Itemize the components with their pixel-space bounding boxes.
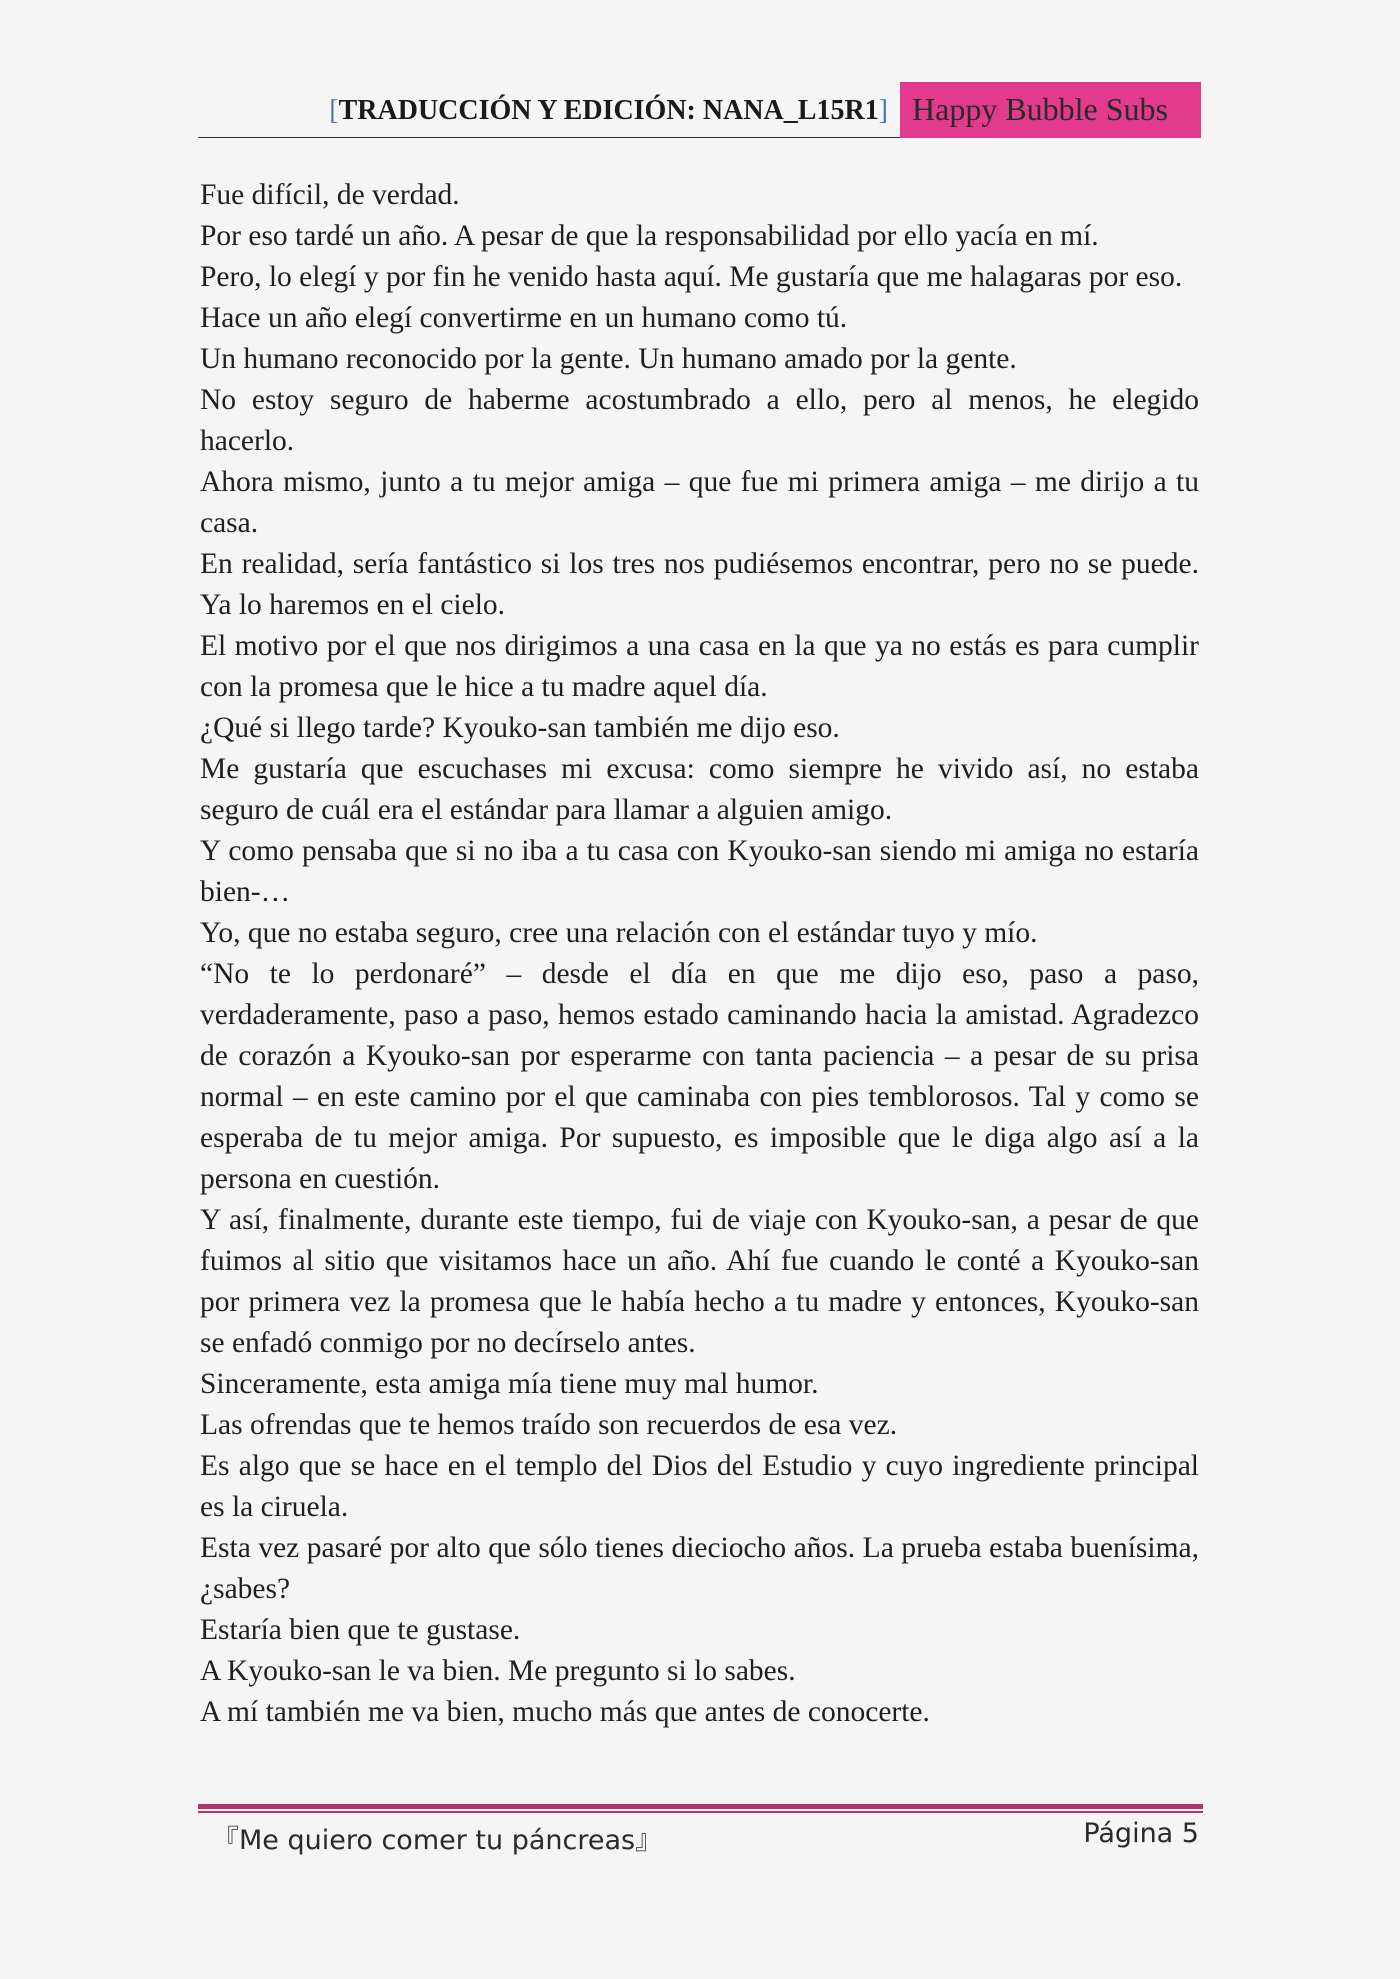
paragraph: Sinceramente, esta amiga mía tiene muy mal humor. [200, 1368, 819, 1400]
paragraph: Me gustaría que escuchases mi excusa: como siempre he vivido así, no estaba seguro de cuál era el estándar para llamar a alguien amigo. [200, 753, 1199, 826]
paragraph: Un humano reconocido por la gente. Un humano amado por la gente. [200, 343, 1017, 375]
paragraph: A mí también me va bien, mucho más que antes de conocerte. [200, 1696, 930, 1728]
header-close-bracket: ] [878, 95, 888, 126]
paragraph: Por eso tardé un año. A pesar de que la responsabilidad por ello yacía en mí. [200, 220, 1099, 252]
paragraph: No estoy seguro de haberme acostumbrado a ello, pero al menos, he elegido hacerlo. [200, 384, 1199, 457]
body-text [200, 175, 1199, 1733]
header-title [329, 95, 888, 127]
header-brand-box [900, 82, 1201, 138]
paragraph: Y como pensaba que si no iba a tu casa con Kyouko-san siendo mi amiga no estaría bien-… [200, 835, 1199, 908]
header-brand: Happy Bubble Subs [912, 91, 1168, 127]
paragraph: Pero, lo elegí y por fin he venido hasta aquí. Me gustaría que me halagaras por eso. [200, 261, 1183, 293]
paragraph: Esta vez pasaré por alto que sólo tienes dieciocho años. La prueba estaba buenísima, ¿sabes? [200, 1532, 1199, 1605]
paragraph: Fue difícil, de verdad. [200, 179, 460, 211]
header-title-area [198, 82, 900, 138]
footer-page-number: Página 5 [1083, 1818, 1199, 1849]
paragraph: El motivo por el que nos dirigimos a una casa en la que ya no estás es para cumplir con la promesa que le hice a tu madre aquel día. [200, 630, 1199, 703]
paragraph: En realidad, sería fantástico si los tres nos pudiésemos encontrar, pero no se puede. Ya lo haremos en el cielo. [200, 548, 1199, 621]
header-open-bracket: [ [329, 95, 339, 126]
header-title-text: TRADUCCIÓN Y EDICIÓN: NANA_L15R1 [338, 95, 879, 126]
paragraph: Las ofrendas que te hemos traído son recuerdos de esa vez. [200, 1409, 898, 1441]
paragraph: ¿Qué si llego tarde? Kyouko-san también me dijo eso. [200, 712, 840, 744]
paragraph: “No te lo perdonaré” – desde el día en que me dijo eso, paso a paso, verdaderamente, paso a paso, hemos estado caminando hacia la amistad. Agradezco de corazón a Kyouko-san por esperarme con tanta paciencia – a pesar de su prisa normal – en este camino por el que caminaba con pies temblorosos. Tal y como se esperaba de tu mejor amiga. Por supuesto, es imposible que le diga algo así a la persona en cuestión. [200, 958, 1199, 1195]
paragraph: Estaría bien que te gustase. [200, 1614, 521, 1646]
footer-rule-thick [198, 1804, 1203, 1809]
page-header [198, 82, 1201, 138]
paragraph: Y así, finalmente, durante este tiempo, fui de viaje con Kyouko-san, a pesar de que fuimos al sitio que visitamos hace un año. Ahí fue cuando le conté a Kyouko-san por primera vez la promesa que le había hecho a tu madre y entonces, Kyouko-san se enfadó conmigo por no decírselo antes. [200, 1204, 1199, 1359]
paragraph: Hace un año elegí convertirme en un humano como tú. [200, 302, 848, 334]
paragraph: Ahora mismo, junto a tu mejor amiga – que fue mi primera amiga – me dirijo a tu casa. [200, 466, 1199, 539]
paragraph: A Kyouko-san le va bien. Me pregunto si lo sabes. [200, 1655, 796, 1687]
footer-rule-thin [198, 1811, 1203, 1813]
paragraph: Es algo que se hace en el templo del Dios del Estudio y cuyo ingrediente principal es la ciruela. [200, 1450, 1199, 1523]
footer-book-title: 『Me quiero comer tu páncreas』 [212, 1825, 663, 1856]
paragraph: Yo, que no estaba seguro, cree una relación con el estándar tuyo y mío. [200, 917, 1038, 949]
